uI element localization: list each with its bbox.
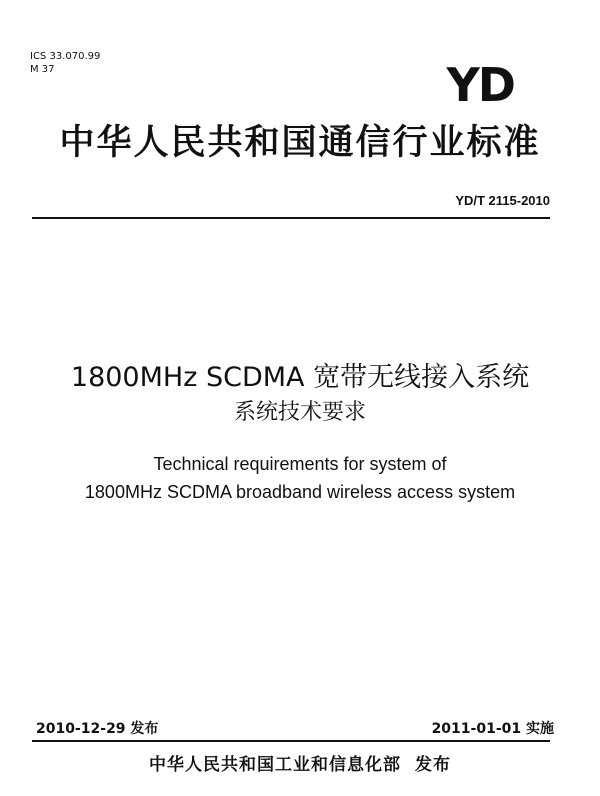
english-title-line2: 1800MHz SCDMA broadband wireless access system bbox=[84, 482, 516, 502]
ccs-code: M 37 bbox=[30, 64, 55, 75]
standard-number: YD/T 2115-2010 bbox=[455, 193, 550, 208]
effective-date: 2011-01-01 实施 bbox=[431, 721, 554, 737]
chinese-title-line1: 1800MHz SCDMA 宽带无线接入系统 bbox=[70, 362, 530, 393]
standard-category-title: 中华人民共和国通信行业标准 bbox=[59, 123, 541, 163]
ics-code: ICS 33.070.99 bbox=[30, 51, 101, 62]
english-title bbox=[0, 450, 600, 506]
english-title-line1: Technical requirements for system of bbox=[153, 454, 447, 474]
chinese-title-line2: 系统技术要求 bbox=[233, 400, 366, 425]
yd-logo: YD bbox=[446, 58, 514, 112]
issuer-line bbox=[0, 750, 600, 775]
issuer-name: 中华人民共和国工业和信息化部 bbox=[149, 755, 401, 775]
classification-codes bbox=[30, 50, 100, 76]
issue-word: 发布 bbox=[415, 755, 451, 775]
bottom-divider bbox=[32, 740, 550, 742]
publish-date: 2010-12-29 发布 bbox=[36, 721, 159, 737]
top-divider bbox=[32, 217, 550, 219]
